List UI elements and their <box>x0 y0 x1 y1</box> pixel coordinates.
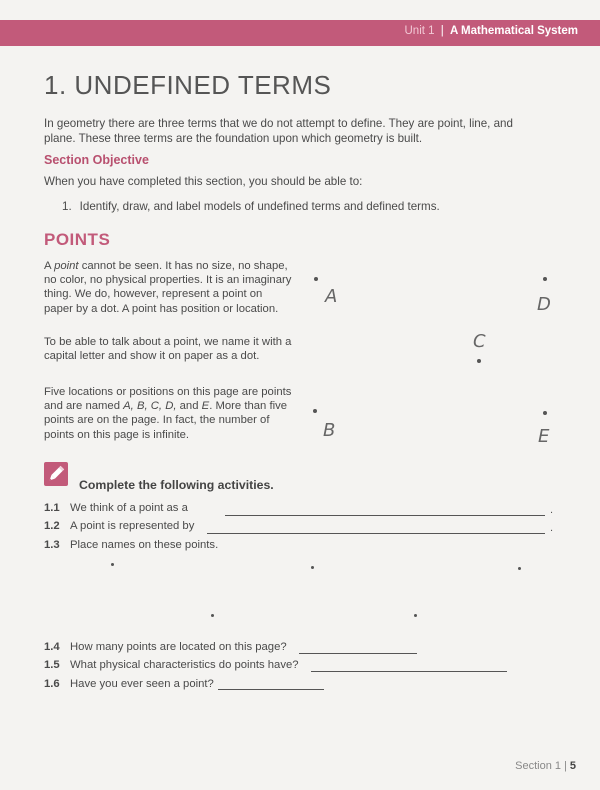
question-number: 1.1 <box>44 502 60 514</box>
intro-paragraph: In geometry there are three terms that we do not attempt to define. They are point, line, and plane. These three terms are the foundation upon which geometry is built. <box>44 117 513 145</box>
footer <box>515 760 576 772</box>
answer-blank-1-5[interactable] <box>311 671 507 672</box>
answer-blank-1-6[interactable] <box>218 689 324 690</box>
point-b-label: B <box>323 420 336 441</box>
unlabeled-point-5[interactable] <box>414 614 417 617</box>
question-number: 1.3 <box>44 539 60 551</box>
question-number: 1.6 <box>44 678 60 690</box>
question-1-4 <box>44 641 287 653</box>
point-e-label: E <box>538 426 550 447</box>
question-number: 1.2 <box>44 520 60 532</box>
p3-b: . More than five points are on the page. In fact, the number of points on this page is infinite. <box>44 400 288 441</box>
question-1-1 <box>44 502 188 514</box>
answer-blank-1-1[interactable] <box>225 515 545 516</box>
question-text: A point is represented by <box>70 520 195 532</box>
objective-heading: Section Objective <box>44 153 149 167</box>
point-locations-paragraph <box>44 385 294 442</box>
question-number: 1.4 <box>44 641 60 653</box>
p3-e: E <box>201 400 210 413</box>
question-1-3 <box>44 539 218 551</box>
question-1-5 <box>44 659 299 671</box>
p3-a: Five locations or positions on this page are points and are named <box>44 386 292 413</box>
question-1-6 <box>44 678 214 690</box>
page-number: 5 <box>569 760 576 772</box>
p3-names: A, B, C, D, <box>123 400 177 413</box>
point-c-label: C <box>473 331 486 352</box>
activities-heading: Complete the following activities. <box>79 478 274 492</box>
unlabeled-point-2[interactable] <box>311 566 314 569</box>
answer-blank-1-2[interactable] <box>207 533 545 534</box>
objective-item <box>62 200 440 213</box>
p3-and: and <box>176 400 202 413</box>
point-a-label: A <box>325 286 338 307</box>
header-separator: | <box>440 25 444 37</box>
point-a-dot <box>314 277 318 281</box>
question-text: Have you ever seen a point? <box>70 678 214 690</box>
points-heading: POINTS <box>44 230 111 249</box>
end-mark-1-2: . <box>550 522 554 534</box>
footer-section: Section 1 <box>515 760 562 772</box>
p1-post: cannot be seen. It has no size, no shape, no color, no physical properties. It is an imaginary thing. We do, however, represent a point on paper by a dot. A point has position or location. <box>44 260 292 315</box>
question-number: 1.5 <box>44 659 60 671</box>
unlabeled-point-4[interactable] <box>211 614 214 617</box>
header-text <box>405 25 579 37</box>
point-e-dot <box>543 411 547 415</box>
question-text: What physical characteristics do points have? <box>70 659 299 671</box>
p1-emphasis: point <box>54 260 79 272</box>
unlabeled-point-3[interactable] <box>518 567 521 570</box>
objective-item-number: 1. <box>62 200 72 213</box>
pencil-icon <box>44 462 68 486</box>
question-1-2 <box>44 520 194 532</box>
point-c-dot <box>477 359 481 363</box>
objective-text: When you have completed this section, you should be able to: <box>44 175 363 188</box>
end-mark-1-1: . <box>550 504 554 516</box>
p1-pre: A <box>44 260 55 272</box>
point-definition-paragraph <box>44 259 294 316</box>
point-naming-paragraph: To be able to talk about a point, we name it with a capital letter and show it on paper as a dot. <box>44 336 292 363</box>
point-d-label: D <box>537 294 551 315</box>
question-text: Place names on these points. <box>70 539 219 551</box>
footer-separator: | <box>564 760 567 772</box>
question-text: We think of a point as a <box>70 502 188 514</box>
unlabeled-point-1[interactable] <box>111 563 114 566</box>
objective-item-text: Identify, draw, and label models of undefined terms and defined terms. <box>79 200 440 213</box>
question-text: How many points are located on this page? <box>70 641 287 653</box>
point-d-dot <box>543 277 547 281</box>
page-title: 1. UNDEFINED TERMS <box>44 70 332 100</box>
header-unit: Unit 1 <box>404 25 435 37</box>
answer-blank-1-4[interactable] <box>299 653 417 654</box>
header-title: A Mathematical System <box>449 25 578 37</box>
header-bar <box>0 20 600 46</box>
point-b-dot <box>313 409 317 413</box>
